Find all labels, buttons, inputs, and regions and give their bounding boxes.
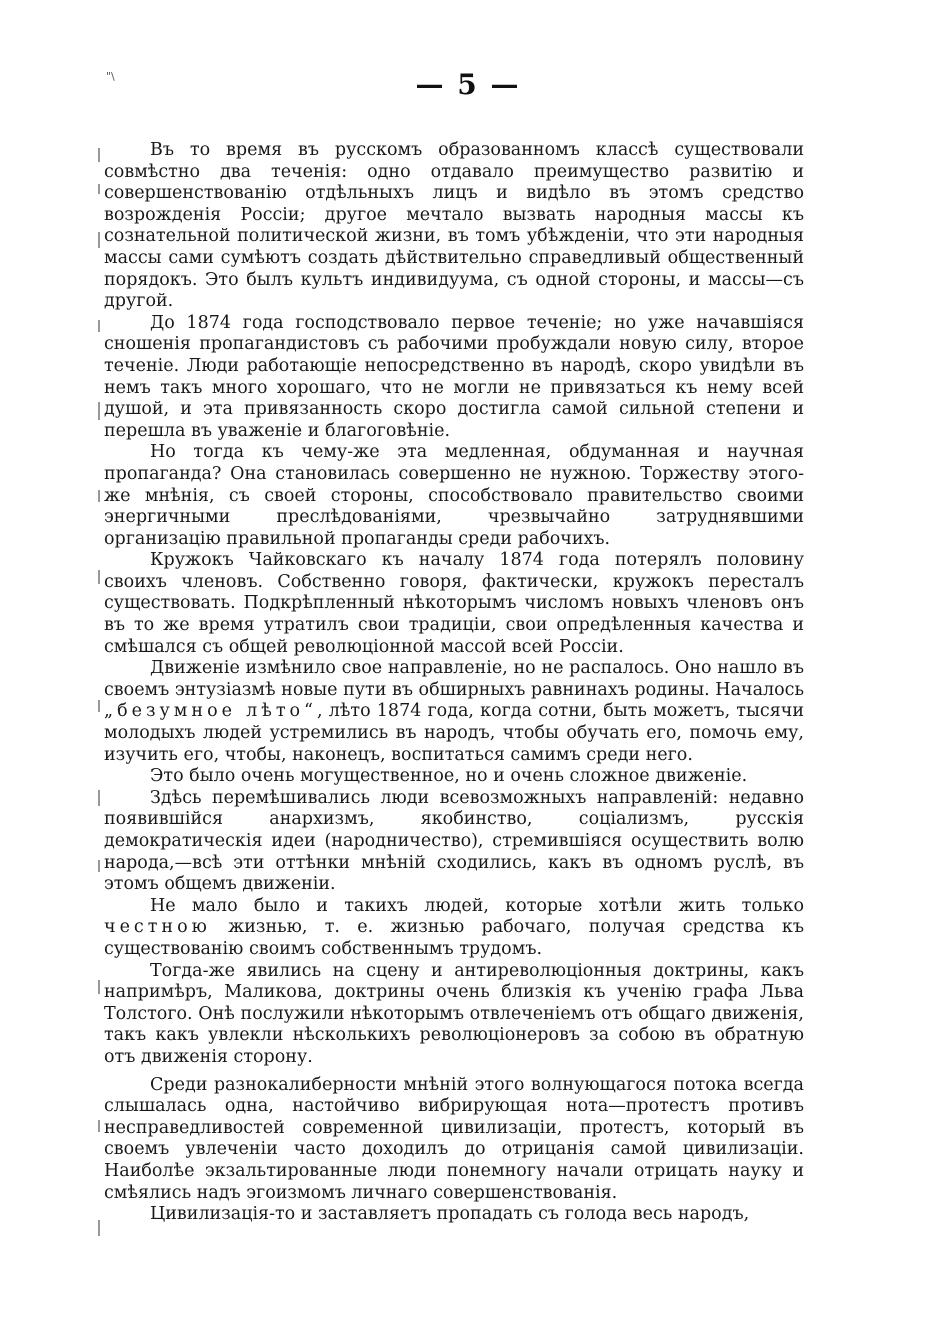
paragraph: До 1874 года господствовало первое теченіе; но уже начавшіяся сношенія пропагандистовъ съ рабочими пробуждали новую силу, второе теченіе. Люди работающіе непосредственно въ народѣ, скоро увидѣли въ немъ такъ много хорошаго, что не могли не привязаться къ нему всей душой, и эта привязанность скоро достигла самой сильной степени и перешла въ уваженіе и благоговѣніе.: [104, 312, 804, 441]
binding-mark: [98, 320, 100, 332]
binding-mark: [98, 148, 100, 162]
paragraph: [104, 658, 804, 766]
paragraph: Это было очень могущественное, но и очень сложное движеніе.: [150, 766, 748, 787]
binding-mark: [98, 1120, 100, 1132]
binding-mark: [98, 860, 100, 872]
paragraph: Здѣсь перемѣшивались люди всевозможныхъ направленій: недавно появившійся анархизмъ, якобинство, соціализмъ, русскія демократическія идеи (народничество), стремившіяся осуществить волю народа,—всѣ эти оттѣнки мнѣній сходились, какъ въ одномъ руслѣ, въ этомъ общемъ движеніи.: [104, 787, 804, 895]
paragraph: Среди разнокалиберности мнѣній этого волнующагося потока всегда слышалась одна, настойчиво вибрирующая нота—протестъ противъ несправедливостей современной цивилизаціи, протестъ, который въ своемъ увлеченіи часто доходилъ до отрицанія самой цивилизаціи. Наиболѣе экзальтированные люди понемногу начали отрицать науку и смѣялись надъ эгоизмомъ личнаго совершенствованія.: [104, 1074, 804, 1203]
binding-mark: [98, 490, 100, 502]
emphasized-word: честною: [104, 917, 211, 938]
paragraph: Тогда-же явились на сцену и антиреволюціонныя доктрины, какъ напримѣръ, Маликова, доктрины очень близкія къ ученію графа Льва Толстого. Онѣ послужили нѣкоторымъ отвлеченіемъ отъ общаго движенія, такъ какъ увлекли нѣсколькихъ революціонеровъ за собою въ обратную отъ движенія сторону.: [104, 960, 804, 1067]
paragraph-text: Движеніе измѣнило свое направленіе, но не распалось. Оно нашло въ своемъ энтузіазмѣ новые пути въ обширныхъ равнинахъ родины. Началось: [104, 658, 804, 700]
paragraph-text: жизнью, т. е. жизнью рабочаго, получая средства къ существованію своимъ собственнымъ трудомъ.: [104, 917, 804, 959]
paragraph: Въ то время въ русскомъ образованномъ классѣ существовали совмѣстно два теченія: одно отдавало преимущество развитію и совершенствованію отдѣльныхъ лицъ и видѣло въ этомъ средство возрожденія Россіи; другое мечтало вызвать народныя массы къ сознательной политической жизни, въ томъ убѣжденіи, что эти народныя массы сами сумѣютъ создать дѣйствительно справедливый общественный порядокъ. Это былъ культъ индивидуума, съ одной стороны, и массы—съ другой.: [104, 140, 804, 312]
binding-mark: [98, 1220, 100, 1236]
binding-mark: [98, 232, 100, 248]
binding-mark: [98, 570, 100, 584]
binding-mark: [98, 790, 100, 806]
paragraph: [104, 896, 804, 961]
paragraph: Кружокъ Чайковскаго къ началу 1874 года потерялъ половину своихъ членовъ. Собственно говоря, фактически, кружокъ пересталъ существовать. Подкрѣпленный нѣкоторымъ числомъ новыхъ членовъ онъ въ то же время утратилъ свои традиціи, свои опредѣленныя качества и смѣшался съ общей революціонной массой всей Россіи.: [104, 550, 804, 657]
binding-mark: [98, 402, 100, 420]
body-text: [104, 140, 804, 1226]
binding-mark: [98, 980, 100, 994]
paragraph: Цивилизація-то и заставляетъ пропадать съ голода весь народъ,: [150, 1204, 750, 1225]
page-number: — 5 —: [415, 68, 521, 101]
emphasized-phrase: „безумное лѣто“: [104, 701, 317, 722]
paragraph-text: , лѣто 1874 года, когда сотни, быть можетъ, тысячи молодыхъ людей устремились въ народъ, чтобы обучать его, помочь ему, изучить его, чтобы, наконецъ, воспитаться самимъ среди него.: [104, 701, 804, 765]
paragraph-text: Не мало было и такихъ людей, которые хотѣли жить только: [150, 895, 804, 916]
binding-mark: [98, 184, 100, 194]
binding-mark: [98, 700, 100, 712]
paragraph: Но тогда къ чему-же эта медленная, обдуманная и научная пропаганда? Она становилась совершенно не нужною. Торжеству этого-же мнѣнія, съ своей стороны, способствовало правительство своими энергичными преслѣдованіями, чрезвычайно затруднявшими организацію правильной пропаганды среди рабочихъ.: [104, 442, 804, 549]
stray-mark: "\: [106, 70, 115, 83]
